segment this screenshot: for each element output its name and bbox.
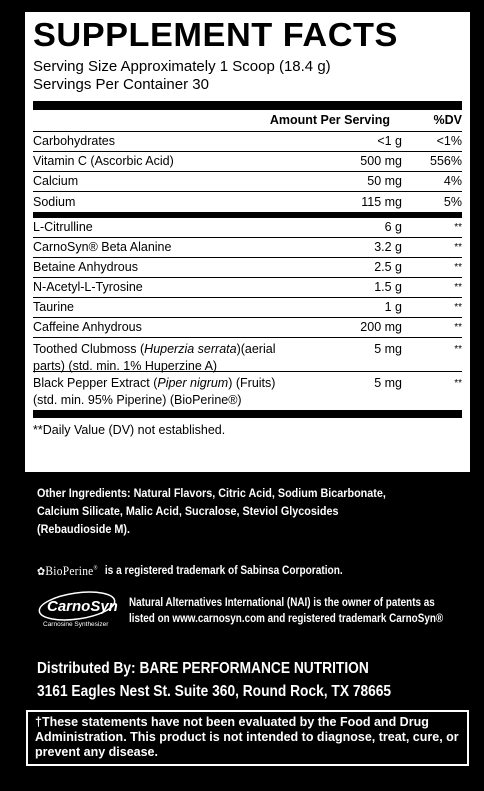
facts-header-row [33,110,462,132]
carnosyn-logo-sub: Carnosine Synthesizer [43,621,109,628]
bioperine-logo: ✿BioPerine® [37,563,98,578]
carnosyn-line2: listed on www.carnosyn.com and registered trademark CarnoSyn® [129,613,444,625]
carnosyn-logo [37,590,125,630]
nutrient-row: Calcium 50 mg 4% [33,172,462,192]
header-dv: %DV [433,113,462,127]
supplement-facts-panel [25,12,470,472]
fda-disclaimer: †These statements have not been evaluated by the Food and Drug Administration. This product is not intended to diagnose, treat, cure, or prevent any disease. [26,710,469,766]
thick-divider [33,101,462,110]
leaf-icon: ✿ [37,566,46,578]
nutrient-row: Vitamin C (Ascorbic Acid) 500 mg 556% [33,152,462,172]
ingredient-row: CarnoSyn® Beta Alanine 3.2 g ** [33,238,462,258]
nutrient-row: Sodium 115 mg 5% [33,194,462,209]
carnosyn-line1: Natural Alternatives International (NAI) is the owner of patents as [129,597,435,609]
facts-title: SUPPLEMENT FACTS [33,16,398,53]
header-amount: Amount Per Serving [269,113,390,127]
ingredient-row: L-Citrulline 6 g ** [33,218,462,238]
servings-per-container: Servings Per Container 30 [33,76,209,93]
distributor-block [37,657,391,703]
nutrient-row: Carbohydrates <1 g <1% [33,132,462,152]
distributor-name: BARE PERFORMANCE NUTRITION [139,660,369,677]
other-ingredients [37,484,415,538]
serving-size: Serving Size Approximately 1 Scoop (18.4 g) [33,58,331,75]
bioperine-notice [37,563,343,579]
ingredient-row: N-Acetyl-L-Tyrosine 1.5 g ** [33,278,462,298]
dv-footnote: **Daily Value (DV) not established. [33,423,226,437]
ingredient-row-pepper: Black Pepper Extract (Piper nigrum) (Fruits) (std. min. 95% Piperine) (BioPerine®) 5 mg ** [33,376,462,407]
ingredient-row-clubmoss: Toothed Clubmoss (Huperzia serrata)(aerial parts) (std. min. 1% Huperzine A) 5 mg ** [33,338,462,372]
other-ingredients-label: Other Ingredients: [37,486,131,500]
carnosyn-notice [37,590,484,630]
bioperine-text: is a registered trademark of Sabinsa Corporation. [104,565,343,577]
bottom-divider [33,410,462,418]
distributor-label: Distributed By: [37,660,136,677]
carnosyn-logo-text: CarnoSyn [47,598,118,615]
ingredient-row: Caffeine Anhydrous 200 mg ** [33,318,462,338]
ingredient-row: Taurine 1 g ** [33,298,462,318]
ingredient-row: Betaine Anhydrous 2.5 g ** [33,258,462,278]
other-ingredients-text: Natural Flavors, Citric Acid, Sodium Bicarbonate, Calcium Silicate, Malic Acid, Sucralose, Steviol Glycosides (Rebaudioside M). [37,486,386,536]
distributor-address: 3161 Eagles Nest St. Suite 360, Round Rock, TX 78665 [37,683,392,700]
